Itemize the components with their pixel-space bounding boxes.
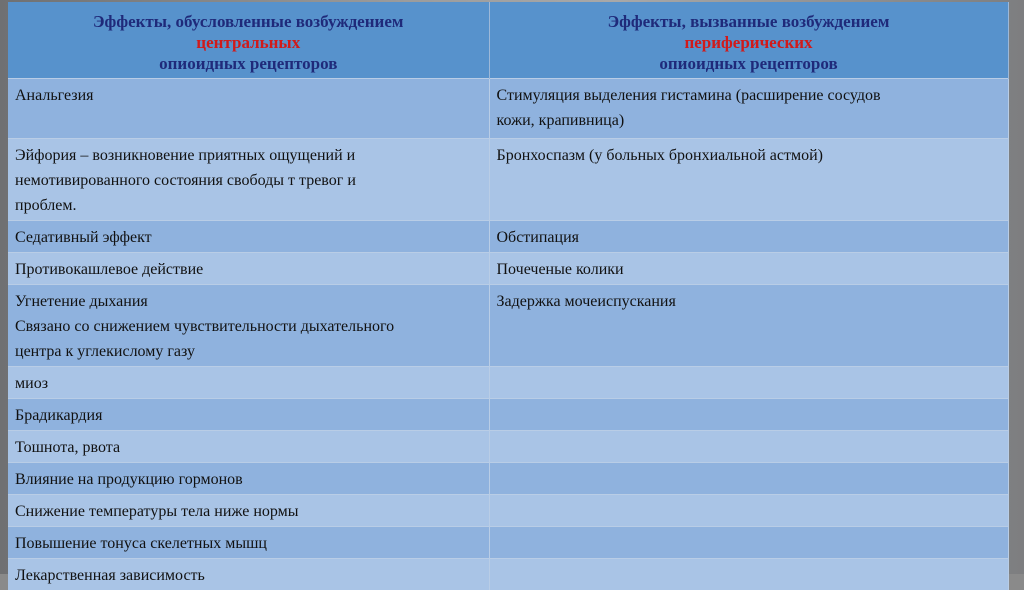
table-row [8,253,1008,285]
peripheral-effect-text: Бронхоспазм (у больных бронхиальной астмой) [497,143,1002,168]
peripheral-effect-text: Обстипация [497,225,1002,250]
central-effect-text: Брадикардия [15,403,483,428]
table-row [8,79,1008,139]
table-row [8,285,1008,367]
header-central [8,2,489,79]
central-effect-text: Связано со снижением чувствительности дыхательного [15,314,483,339]
central-effect-text: Лекарственная зависимость [15,563,483,588]
central-effect-text: центра к углекислому газу [15,339,483,364]
peripheral-effect-cell [489,463,1008,495]
central-effect-cell [8,559,489,590]
peripheral-effect-text: Стимуляция выделения гистамина (расширение сосудов [497,83,1002,108]
central-effect-text: Эйфория – возникновение приятных ощущений и [15,143,483,168]
central-effect-cell [8,527,489,559]
table-row [8,463,1008,495]
central-effect-cell [8,495,489,527]
central-effect-text: Повышение тонуса скелетных мышц [15,531,483,556]
peripheral-effect-cell [489,253,1008,285]
header-peripheral-line1: Эффекты, вызванные возбуждением [496,11,1002,32]
peripheral-effect-cell [489,527,1008,559]
central-effect-cell [8,139,489,221]
header-central-highlight: центральных [14,32,483,53]
peripheral-effect-cell [489,221,1008,253]
header-central-line3: опиоидных рецепторов [14,53,483,74]
central-effect-text: Седативный эффект [15,225,483,250]
table-row [8,367,1008,399]
central-effect-text: Тошнота, рвота [15,435,483,460]
central-effect-text: Анальгезия [15,83,483,108]
table-row [8,495,1008,527]
peripheral-effect-cell [489,79,1008,139]
peripheral-effect-cell [489,399,1008,431]
header-peripheral [489,2,1008,79]
header-peripheral-highlight: периферических [496,32,1002,53]
peripheral-effect-cell [489,431,1008,463]
central-effect-text: миоз [15,371,483,396]
central-effect-text: проблем. [15,193,483,218]
central-effect-cell [8,221,489,253]
peripheral-effect-cell [489,495,1008,527]
table-row [8,399,1008,431]
table-row [8,527,1008,559]
opioid-effects-table [8,2,1009,590]
header-central-line1: Эффекты, обусловленные возбуждением [14,11,483,32]
central-effect-text: Влияние на продукцию гормонов [15,467,483,492]
central-effect-text: Угнетение дыхания [15,289,483,314]
central-effect-cell [8,79,489,139]
peripheral-effect-cell [489,367,1008,399]
central-effect-cell [8,285,489,367]
central-effect-cell [8,431,489,463]
central-effect-cell [8,399,489,431]
central-effect-cell [8,253,489,285]
table-row [8,559,1008,590]
peripheral-effect-cell [489,139,1008,221]
peripheral-effect-cell [489,285,1008,367]
peripheral-effect-text: Задержка мочеиспускания [497,289,1002,314]
central-effect-text: Противокашлевое действие [15,257,483,282]
header-peripheral-line3: опиоидных рецепторов [496,53,1002,74]
central-effect-text: Снижение температуры тела ниже нормы [15,499,483,524]
table-row [8,139,1008,221]
table-row [8,221,1008,253]
peripheral-effect-cell [489,559,1008,590]
table-body [8,79,1008,590]
central-effect-cell [8,367,489,399]
table-row [8,431,1008,463]
peripheral-effect-text: Почеченые колики [497,257,1002,282]
central-effect-text: немотивированного состояния свободы т тревог и [15,168,483,193]
peripheral-effect-text: кожи, крапивница) [497,108,1002,133]
table-header-row [8,2,1008,79]
central-effect-cell [8,463,489,495]
